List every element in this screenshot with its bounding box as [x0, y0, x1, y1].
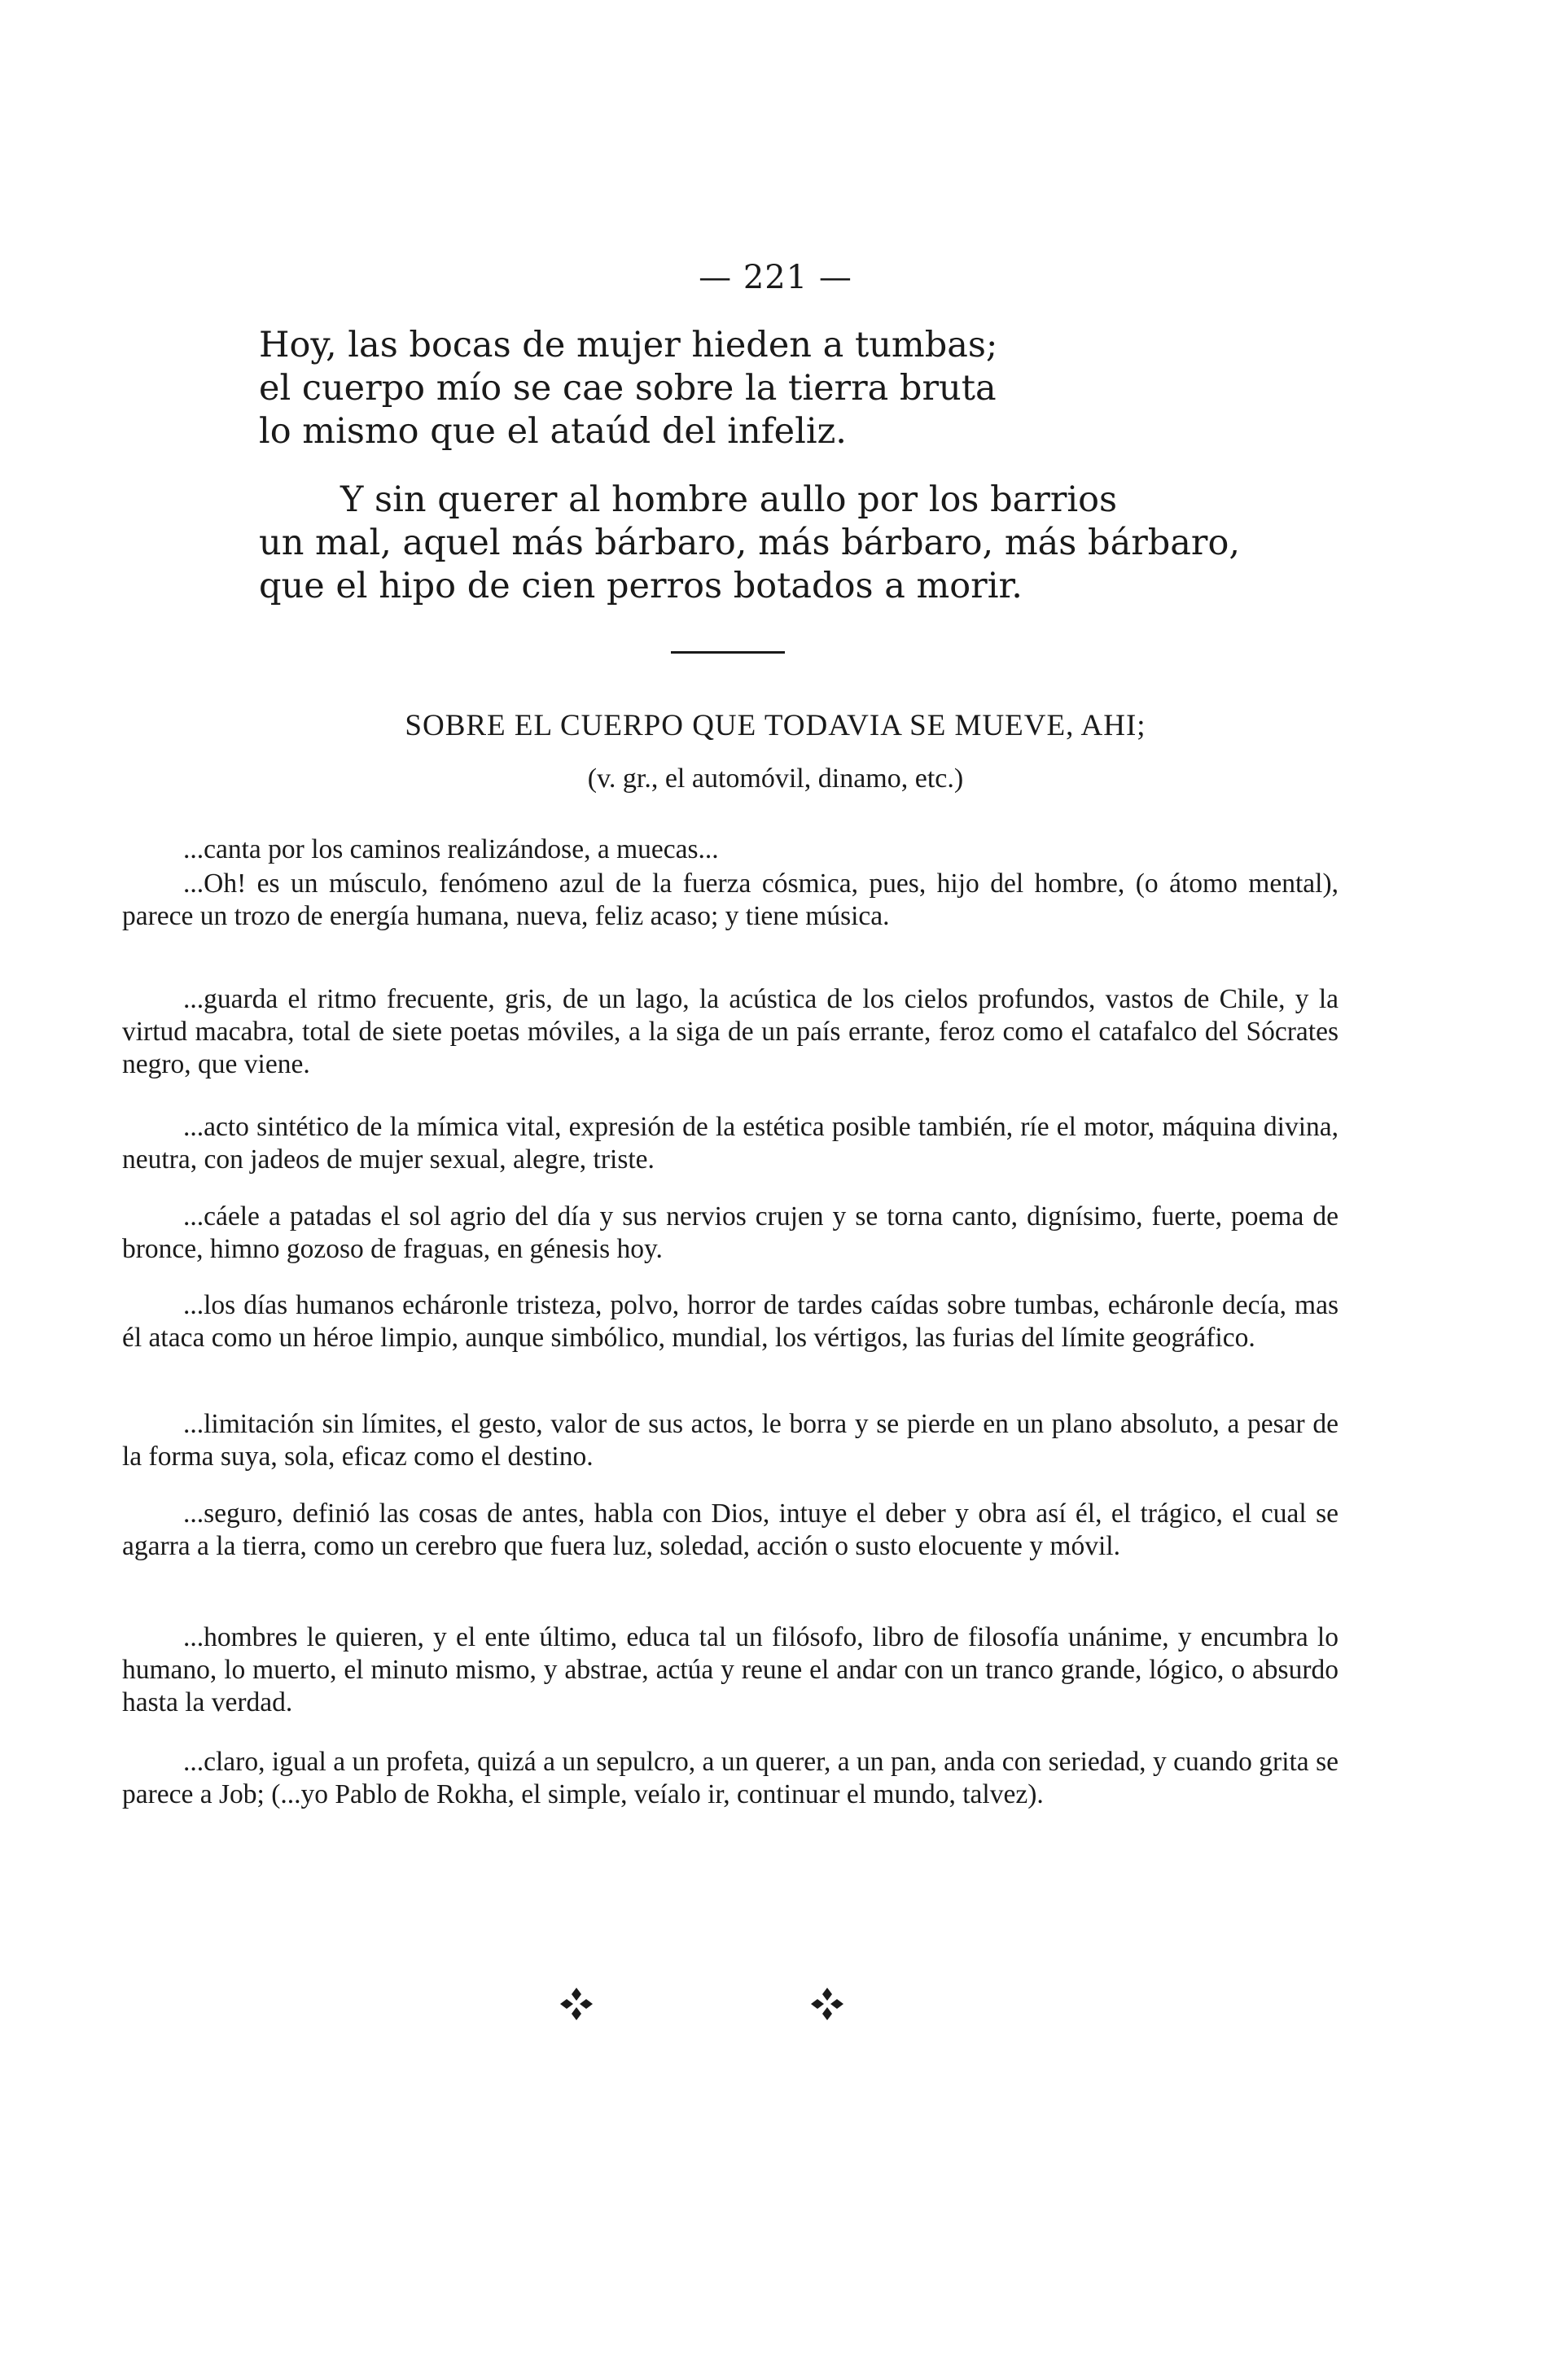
paragraph-text: ...los días humanos echáronle tristeza, polvo, horror de tardes caídas sobre tumbas, echáronle decía, mas él ataca como un héroe limpio, aunque simbólico, mundial, los vértigos, las furias del límite geográfico.: [122, 1290, 1339, 1353]
paragraph-text: ...guarda el ritmo frecuente, gris, de un lago, la acústica de los cielos profundos, vastos de Chile, y la virtud macabra, total de siete poetas móviles, a la siga de un país errante, feroz como el catafalco del Sócrates negro, que viene.: [122, 984, 1339, 1079]
page-number: — 221 —: [699, 259, 852, 296]
four-diamond-ornament-icon: [559, 1986, 594, 2022]
paragraph-text: ...limitación sin límites, el gesto, valor de sus actos, le borra y se pierde en un plano absoluto, a pesar de la forma suya, sola, eficaz como el destino.: [122, 1409, 1339, 1472]
poem-line: Y sin querer al hombre aullo por los barrios: [340, 479, 1118, 520]
prose-paragraph: [122, 1498, 1339, 1563]
poem-stanza-1: [259, 324, 1317, 453]
poem-line: un mal, aquel más bárbaro, más bárbaro, más bárbaro,: [259, 523, 1241, 563]
closing-ornaments: [0, 1986, 1551, 2035]
paragraph-text: ...Oh! es un músculo, fenómeno azul de la fuerza cósmica, pues, hijo del hombre, (o átomo mental), parece un trozo de energía humana, nueva, feliz acaso; y tiene música.: [122, 868, 1339, 931]
poem-line: que el hipo de cien perros botados a morir.: [259, 566, 1023, 606]
paragraph-text: ...acto sintético de la mímica vital, expresión de la estética posible también, ríe el motor, máquina divina, neutra, con jadeos de mujer sexual, alegre, triste.: [122, 1112, 1339, 1175]
prose-paragraph: [122, 833, 1339, 866]
section-divider: [671, 651, 785, 654]
poem-line: lo mismo que el ataúd del infeliz.: [259, 411, 847, 452]
prose-paragraph: [122, 1289, 1339, 1354]
poem-stanza-2: [259, 479, 1317, 608]
prose-paragraph: [122, 868, 1339, 933]
paragraph-text: ...claro, igual a un profeta, quizá a un sepulcro, a un querer, a un pan, anda con seriedad, y cuando grita se parece a Job; (...yo Pablo de Rokha, el simple, veíalo ir, continuar el mundo, talvez).: [122, 1747, 1339, 1809]
poem-line: Hoy, las bocas de mujer hieden a tumbas;: [259, 325, 998, 365]
poem-line: el cuerpo mío se cae sobre la tierra bruta: [259, 368, 997, 409]
prose-paragraph: [122, 1746, 1339, 1811]
paragraph-text: ...hombres le quieren, y el ente último, educa tal un filósofo, libro de filosofía unánime, y encumbra lo humano, lo muerto, el minuto mismo, y abstrae, actúa y reune el andar con un tranco grande, lógico, o absurdo hasta la verdad.: [122, 1622, 1339, 1717]
prose-paragraph: [122, 983, 1339, 1081]
section-subtitle: (v. gr., el automóvil, dinamo, etc.): [587, 763, 964, 794]
section-title: SOBRE EL CUERPO QUE TODAVIA SE MUEVE, AHI;: [405, 709, 1146, 742]
prose-paragraph: [122, 1621, 1339, 1719]
four-diamond-ornament-icon: [809, 1986, 845, 2022]
paragraph-text: ...seguro, definió las cosas de antes, habla con Dios, intuye el deber y obra así él, el trágico, el cual se agarra a la tierra, como un cerebro que fuera luz, soledad, acción o susto elocuente y móvil.: [122, 1498, 1339, 1561]
prose-paragraph: [122, 1408, 1339, 1473]
paragraph-text: ...canta por los caminos realizándose, a muecas...: [183, 834, 719, 864]
prose-paragraph: [122, 1201, 1339, 1266]
prose-paragraph: [122, 1111, 1339, 1176]
paragraph-text: ...cáele a patadas el sol agrio del día y sus nervios crujen y se torna canto, dignísimo, fuerte, poema de bronce, himno gozoso de fraguas, en génesis hoy.: [122, 1201, 1339, 1264]
